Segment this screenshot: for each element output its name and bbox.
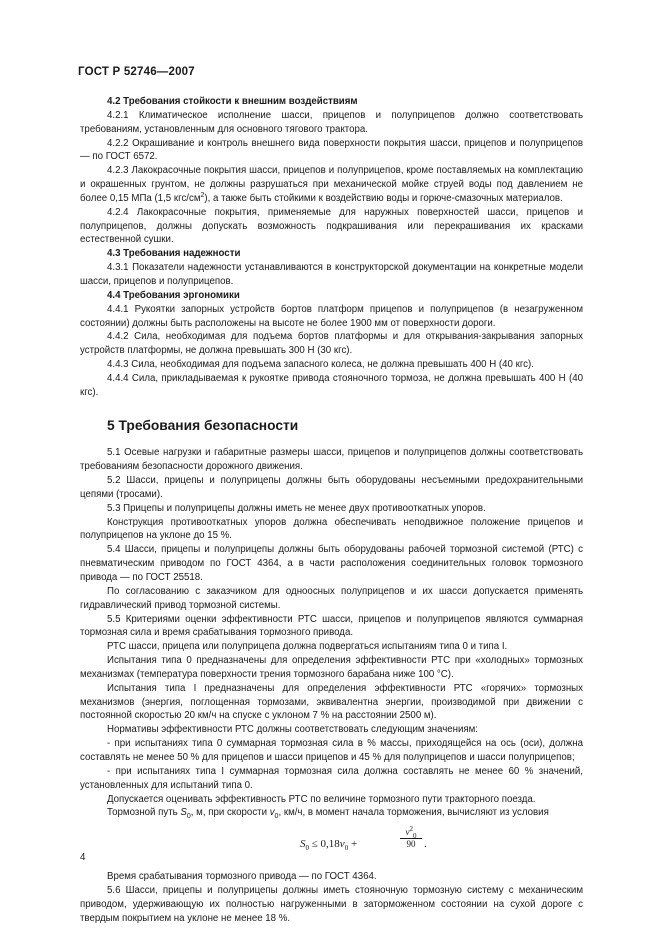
subsection-heading: 4.2 Требования стойкости к внешним воздействиям xyxy=(107,96,358,107)
paragraph: Время срабатывания тормозного привода — по ГОСТ 4364. xyxy=(107,871,377,883)
page-number: 4 xyxy=(80,852,86,863)
paragraph: 4.2.1 Климатическое исполнение шасси, прицепов и полуприцепов должно соответствовать требованиям, установленным для основного тягового трактора. xyxy=(80,109,583,135)
paragraph: 4.2.3 Лакокрасочные покрытия шасси, прицепов и полуприцепов, кроме поставляемых на комплектацию и окрашенных грунтом, не должны разрушаться при механической мойке струей воды под давлением не более 0,15 МПа (1,5 кгс/$см^2$), а также быть стойкими к воздействию воды и горюче-смазочных материалов. xyxy=(80,165,583,204)
paragraph: 4.4.3 Сила, необходимая для подъема запасного колеса, не должна превышать 400 Н (40 кгс). xyxy=(107,359,534,371)
subsection-heading: 4.4 Требования эргономики xyxy=(107,289,240,301)
paragraph: 5.5 Критериями оценки эффективности РТС шасси, прицепов и полуприцепов являются суммарная тормозная сила и время срабатывания тормозного привода. xyxy=(80,613,583,639)
paragraph: 4.2.4 Лакокрасочные покрытия, применяемые для наружных поверхностей шасси, прицепов и полуприцепов, должны допускать возможность подкрашивания или перекрашивания их красками естественной сушки. xyxy=(80,206,583,246)
subsection-heading: 4.3 Требования надежности xyxy=(107,248,241,260)
paragraph: Тормозной путь $S_0$, м, при скорости $v_0$, км/ч, в момент начала торможения, вычисляют из условия xyxy=(107,807,549,821)
paragraph: - при испытаниях типа I суммарная тормозная сила должна составлять не менее 60 % значений, установленных для испытаний типа 0. xyxy=(80,765,583,791)
section-heading: 5 Требования безопасности xyxy=(107,417,299,433)
paragraph: РТС шасси, прицепа или полуприцепа должна подвергаться испытаниям типа 0 и типа I. xyxy=(107,641,508,653)
formula-end: . xyxy=(424,838,427,851)
paragraph: По согласованию с заказчиком для одноосных полуприцепов и их шасси допускается применять гидравлический привод тормозной системы. xyxy=(80,585,583,611)
paragraph: 5.6 Шасси, прицепы и полуприцепы должны иметь стояночную тормозную систему с механическим приводом, удерживающую их полностью нагруженными в заторможенном состоянии на сухой дороге с твердым покрытием на уклоне не менее 18 %. xyxy=(80,885,583,924)
paragraph: 4.3.1 Показатели надежности устанавливаются в конструкторской документации на конкретные модели шасси, прицепов и полуприцепов. xyxy=(80,262,583,287)
document-body xyxy=(80,95,583,926)
paragraph: 5.3 Прицепы и полуприцепы должны иметь не менее двух противооткатных упоров. xyxy=(107,502,486,514)
paragraph: Испытания типа I предназначены для определения эффективности РТС «горячих» тормозных механизмов (энергия, поглощенная тормозами, эквивалентна энергии, производимой при движении с постоянной скоростью 20 км/ч на спуске с уклоном 7 % на расстоянии 2500 м). xyxy=(80,682,583,722)
paragraph: Нормативы эффективности РТС должны соответствовать следующим значениям: xyxy=(107,724,478,736)
paragraph: Допускается оценивать эффективность РТС по величине тормозного пути тракторного поезда. xyxy=(107,793,536,805)
document-header: ГОСТ Р 52746—2007 xyxy=(78,66,195,78)
paragraph: 4.4.4 Сила, прикладываемая к рукоятке привода стояночного тормоза, не должна превышать 400 Н (40 кгс). xyxy=(80,372,583,398)
formula-fraction: $\frac{v^2_0}{90}$ xyxy=(400,827,422,849)
paragraph: 4.2.2 Окрашивание и контроль внешнего вида поверхности покрытия шасси, прицепов и полуприцепов — по ГОСТ 6572. xyxy=(80,137,583,163)
paragraph: Конструкция противооткатных упоров должна обеспечивать неподвижное положение прицепов и полуприцепов на уклоне до 15 %. xyxy=(80,516,583,542)
paragraph: Испытания типа 0 предназначены для определения эффективности РТС при «холодных» тормозных механизмах (температура поверхности трения тормозного барабана ниже 100 °С). xyxy=(80,655,583,680)
paragraph: 5.4 Шасси, прицепы и полуприцепы должны быть оборудованы рабочей тормозной системой (РТС) с пневматическим приводом по ГОСТ 4364, а в части расположения соединительных головок тормозного привода — по ГОСТ 25518. xyxy=(80,544,583,583)
formula-main: $S_0 \le 0,18v_0$ + xyxy=(300,838,358,853)
paragraph: - при испытаниях типа 0 суммарная тормозная сила в % массы, приходящейся на ось (оси), должна составлять не менее 50 % для прицепов и шасси прицепов и 45 % для полуприцепов и шасси полуприцепов; xyxy=(80,738,583,763)
paragraph: 4.4.1 Рукоятки запорных устройств бортов платформ прицепов и полуприцепов (в незагруженном состоянии) должны быть расположены на высоте не более 1900 мм от поверхности дороги. xyxy=(80,303,583,329)
paragraph: 5.2 Шасси, прицепы и полуприцепы должны быть оборудованы несъемными предохранительными цепями (тросами). xyxy=(80,475,583,500)
paragraph: 5.1 Осевые нагрузки и габаритные размеры шасси, прицепов и полуприцепов должны соответствовать требованиям безопасности дорожного движения. xyxy=(80,447,583,473)
braking-distance-formula xyxy=(80,827,583,861)
paragraph: 4.4.2 Сила, необходимая для подъема бортов платформы и для открывания-закрывания запорных устройств платформы, не должна превышать 300 Н (30 кгс). xyxy=(80,331,583,357)
